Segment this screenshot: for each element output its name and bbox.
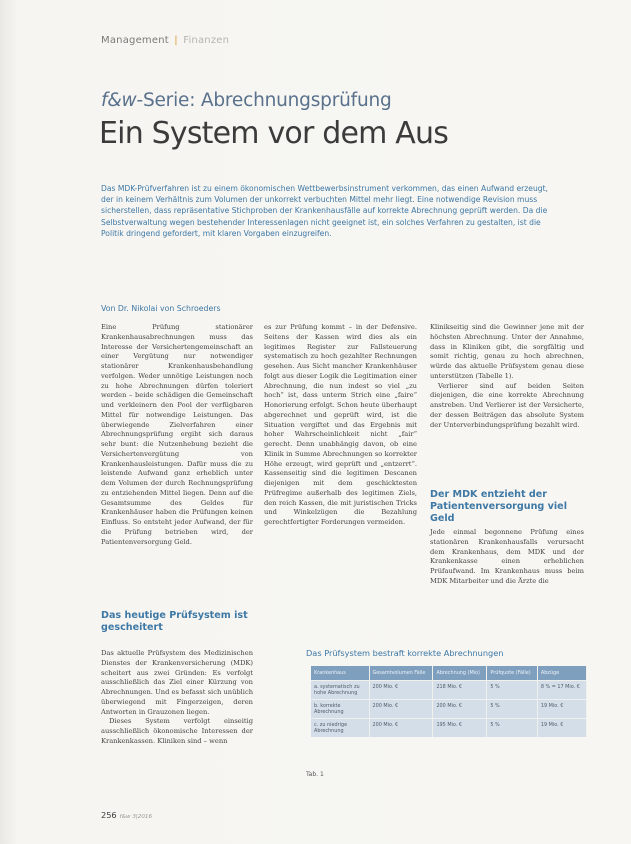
- table-cell: 200 Mio. €: [369, 700, 433, 719]
- table-cell: 5 %: [487, 719, 537, 738]
- paragraph: es zur Prüfung kommt – in der Defensive. Seitens der Kassen wird dies als ein legitimes Register zur Fallsteuerung systematisch zu hoch gezahlter Rechnungen gesehen. Aus Sicht mancher Krankenhäuser folgt aus dieser Logik die Legitimation einer Abrechnung, die nun indest so viel „zu hoch“ ist, dass unterm Strich eine „faire“ Honorierung erfolgt. Schon heute überhaupt abgerechnet und geprüft wird, ist die Situation vergiftet und das Ergebnis mit hoher Wahrscheinlichkeit nicht „fair“ gerecht. Denn unabhängig davon, ob eine Klinik in Summe Abrechnungen so korrekter Höhe erzeugt, wird geprüft und „entzerrt“. Kassenseitig sind die legitimen Descanen diejenigen mit dem geschicktesten Prüfregime außerhalb des legitimen Ziels, den reich Kassen, die mit juristischen Tricks und Winkelzügen die Bezahlung gerechtfertigter Forderungen vermeiden.: [264, 323, 417, 526]
- paragraph: Das aktuelle Prüfsystem des Medizinischen Dienstes der Krankenversicherung (MDK) scheitert aus zwei Gründen: Es verfolgt ausschließlich das Ziel einer Kürzung von Abrechnungen. Und es befasst sich unüblich überwiegend mit Fingerzeigen, deren Antworten in Grauzonen liegen.: [101, 649, 253, 716]
- series-prefix: f&w: [101, 90, 137, 111]
- paragraph: Klinikseitig sind die Gewinner jene mit der höchsten Abrechnung. Unter der Annahme, dass in Kliniken gibt, die sorgfältig und somit richtig, genau zu hoch abrechnen, würde das aktuelle Prüfsystem genau diese unterstützen (Tabelle 1).: [430, 323, 584, 380]
- table-title: Das Prüfsystem bestraft korrekte Abrechnungen: [306, 648, 504, 658]
- subheading-prufsystem: Das heutige Prüfsystem ist gescheitert: [101, 610, 248, 633]
- rubric-label: Management: [101, 35, 169, 46]
- table-block: [306, 648, 588, 737]
- table-cell: 8 % = 17 Mio. €: [537, 681, 586, 700]
- table-cell: c. zu niedrige Abrechnung: [311, 719, 369, 738]
- table-cell: 200 Mio. €: [433, 700, 487, 719]
- table-cell: 19 Mio. €: [537, 719, 586, 738]
- table-cell: 19 Mio. €: [537, 700, 586, 719]
- body-column-2: [264, 323, 417, 528]
- section-rubric: [101, 35, 229, 46]
- paragraph: Dieses System verfolgt einseitig ausschließlich ökonomische Interessen der Krankenkassen. Kliniken sind – wenn: [101, 717, 253, 745]
- article-lead: Das MDK-Prüfverfahren ist zu einem ökonomischen Wettbewerbsinstrument verkommen, das einen Aufwand erzeugt, der in keinem Verhältnis zum Volumen der unkorrekt verbuchten Mittel mehr liegt. Eine notwendige Revision muss sicherstellen, dass repräsentative Stichproben der Krankenhausfälle auf korrekte Abrechnung geprüft werden. Da die Selbstverwaltung wegen bestehender Interessenlagen nicht geeignet ist, ein solches Verfahren zu gestalten, ist die Politik dringend gefordert, mit klaren Vorgaben einzugreifen.: [101, 184, 548, 238]
- table-row: [311, 681, 587, 700]
- subheading-mdk: Der MDK entzieht der Patientenversorgung viel Geld: [430, 489, 567, 524]
- series-name: -Serie: Abrechnungsprüfung: [136, 90, 392, 111]
- table-cell: 5 %: [487, 681, 537, 700]
- rubric-separator: |: [174, 35, 178, 46]
- table-header-cell: Prüfquote (Fälle): [487, 666, 537, 681]
- paragraph: Eine Prüfung stationärer Krankenhausabrechnungen muss das Interesse der Versichertengemeinschaft an einer Vergütung nur notwendiger stationärer Krankenhausbehandlung verfolgen. Weder unnötige Leistungen noch zu hohe Abrechnungen dürfen toleriert werden – beide schädigen die Gemeinschaft und verkleinern den Pool der verfügbaren Mittel für notwendige Leistungen. Das überwiegende Zielverfahren einer Abrechnungsprüfung ergibt sich daraus sehr bunt: die Nutzenhebung bezieht die Versichertenvergütung von Krankenhausleistungen. Dafür muss die zu leistende Aufwand ganz erheblich unter dem Volumen der durch Rechnungsprüfung zu entziehenden Mittel liegen. Denn auf die Gesamtsumme des Geldes für Krankenhäuser haben die Prüfungen keinen Einfluss. So entsteht jeder Aufwand, der für die Prüfung betrieben wird, der Patientenversorgung Geld.: [101, 323, 253, 546]
- table-caption: Tab. 1: [306, 771, 324, 778]
- table-header-cell: Abzüge: [537, 666, 586, 681]
- table-cell: 5 %: [487, 700, 537, 719]
- table-cell: 200 Mio. €: [369, 719, 433, 738]
- table-header-cell: Krankenhaus: [311, 666, 369, 681]
- article-author: Von Dr. Nikolai von Schroeders: [101, 304, 221, 313]
- paragraph: Jede einmal begonnene Prüfung eines stationären Krankenhausfalls verursacht dem Krankenhaus, dem MDK und der Krankenkasse einen erheblichen Prüfaufwand. Im Krankenhaus muss beim MDK Mitarbeiter und die Ärzte die: [430, 528, 584, 585]
- table-header-cell: Gesamtvolumen Fälle: [369, 666, 433, 681]
- page-folio: [101, 810, 152, 820]
- article-title: Ein System vor dem Aus: [99, 116, 449, 151]
- data-table: [311, 666, 587, 737]
- table-header-row: [311, 666, 587, 681]
- table-cell: a. systematisch zu hohe Abrechnung: [311, 681, 369, 700]
- table-cell: 218 Mio. €: [433, 681, 487, 700]
- page-number: 256: [101, 810, 117, 820]
- table-cell: 200 Mio. €: [369, 681, 433, 700]
- table-row: [311, 719, 587, 738]
- table-header-cell: Abrechnung (Mio): [433, 666, 487, 681]
- table-row: [311, 700, 587, 719]
- table-cell: b. korrekte Abrechnung: [311, 700, 369, 719]
- paragraph: Verlierer sind auf beiden Seiten diejenigen, die eine korrekte Abrechnung anstreben. Und Verlierer ist der Versicherte, der dessen Beiträgen das absolute System der Unterverbindungsprüfung bezahlt wird.: [430, 381, 584, 429]
- body-column-3-bottom: [430, 528, 584, 587]
- body-column-1-top: [101, 323, 253, 547]
- body-column-3-top: [430, 323, 584, 430]
- journal-name: f&w 3|2016: [119, 814, 153, 820]
- table-cell: 195 Mio. €: [433, 719, 487, 738]
- rubric-sub-label: Finanzen: [183, 35, 230, 46]
- body-column-1-bottom: [101, 649, 253, 747]
- series-line: [101, 90, 392, 111]
